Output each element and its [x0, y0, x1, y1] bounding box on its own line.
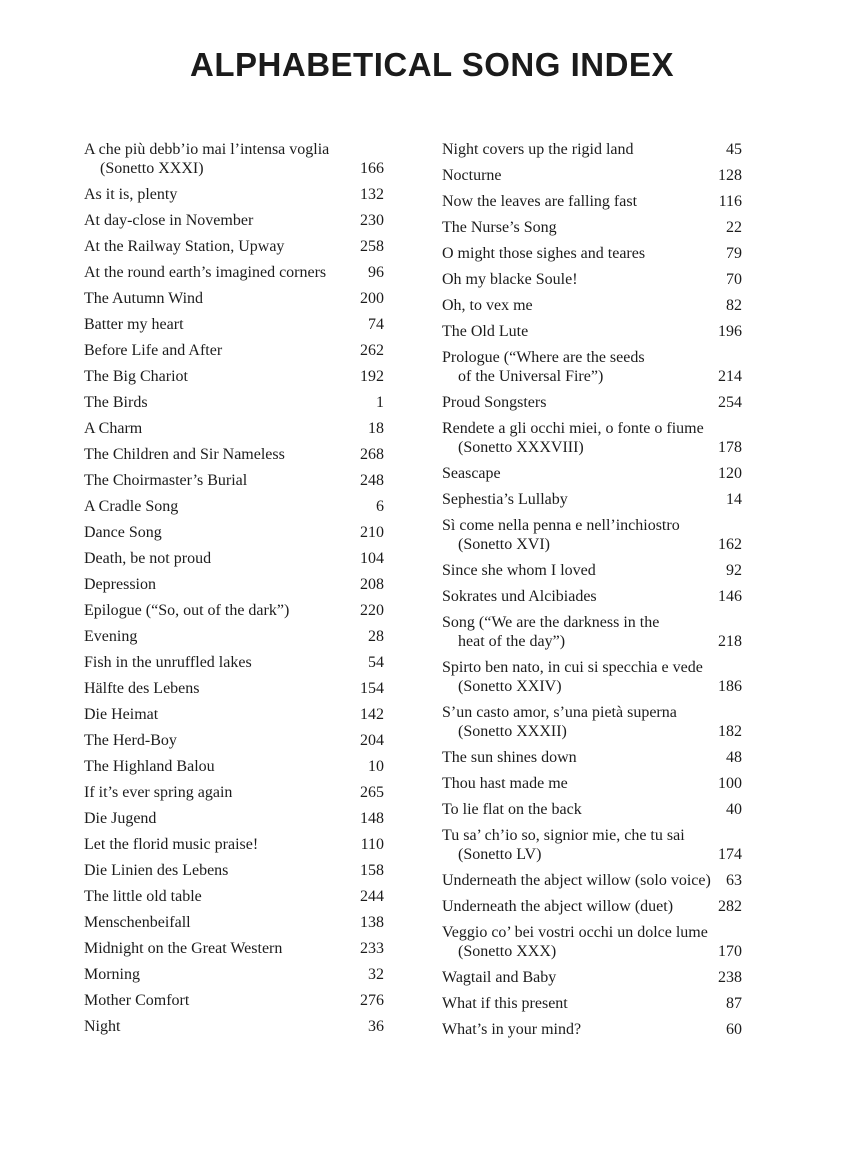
song-title-line: The Herd-Boy — [84, 732, 177, 749]
song-title-line: Depression — [84, 576, 156, 593]
song-title-line: Die Heimat — [84, 706, 159, 723]
index-entry — [84, 523, 384, 542]
index-column-left — [84, 140, 384, 1043]
index-entry — [442, 561, 742, 580]
song-title — [442, 218, 718, 237]
song-title-line: Nocturne — [442, 167, 502, 184]
page-number: 54 — [368, 654, 384, 671]
index-entry — [84, 549, 384, 568]
index-entry — [442, 613, 742, 651]
index-entry — [84, 263, 384, 282]
index-entry — [84, 991, 384, 1010]
page-number: 166 — [360, 160, 384, 177]
index-entry — [442, 464, 742, 483]
song-title-line: A che più debb’io mai l’intensa voglia — [84, 141, 330, 158]
song-title-continuation: (Sonetto LV) — [458, 846, 542, 863]
song-title-line: Sephestia’s Lullaby — [442, 491, 568, 508]
index-entry — [442, 218, 742, 237]
song-title — [442, 994, 718, 1013]
song-title-continuation: (Sonetto XXXII) — [458, 723, 567, 740]
page-number: 220 — [360, 602, 384, 619]
index-entry — [442, 871, 742, 890]
index-entry — [442, 516, 742, 554]
index-entry — [84, 237, 384, 256]
page-number: 116 — [718, 193, 742, 210]
page-number: 45 — [726, 141, 742, 158]
page-number: 48 — [726, 749, 742, 766]
index-entry — [84, 341, 384, 360]
song-title-line: The little old table — [84, 888, 202, 905]
song-title-line: Underneath the abject willow (solo voice) — [442, 872, 711, 889]
index-entry — [84, 887, 384, 906]
song-title-continuation: (Sonetto XXX) — [458, 943, 557, 960]
page-number: 200 — [360, 290, 384, 307]
index-entry — [442, 244, 742, 263]
index-entry — [84, 140, 384, 178]
index-entry — [84, 939, 384, 958]
index-entry — [84, 367, 384, 386]
song-title — [84, 965, 360, 984]
index-entry — [84, 757, 384, 776]
song-title-line: Night covers up the rigid land — [442, 141, 634, 158]
page-number: 178 — [718, 439, 742, 456]
index-entry — [84, 653, 384, 672]
song-title-line: Seascape — [442, 465, 501, 482]
song-title — [84, 419, 360, 438]
song-title-line: Midnight on the Great Western — [84, 940, 283, 957]
index-entry — [84, 627, 384, 646]
page-number: 230 — [360, 212, 384, 229]
song-title-line: Since she whom I loved — [442, 562, 596, 579]
page-number: 148 — [360, 810, 384, 827]
index-entry — [84, 471, 384, 490]
song-title-line: Song (“We are the darkness in the — [442, 614, 660, 631]
song-title-line: Sokrates und Alcibiades — [442, 588, 597, 605]
song-title-line: Rendete a gli occhi miei, o fonte o fiume — [442, 420, 704, 437]
page-number: 196 — [718, 323, 742, 340]
song-title — [442, 140, 718, 159]
song-title-continuation: (Sonetto XVI) — [458, 536, 550, 553]
song-title-line: Now the leaves are falling fast — [442, 193, 638, 210]
song-title-line: Mother Comfort — [84, 992, 190, 1009]
page-number: 79 — [726, 245, 742, 262]
index-entry — [84, 913, 384, 932]
page-number: 182 — [718, 723, 742, 740]
song-title-line: Epilogue (“So, out of the dark”) — [84, 602, 290, 619]
song-title — [442, 393, 710, 412]
song-title — [442, 748, 718, 767]
index-entry — [84, 783, 384, 802]
song-title-line: The sun shines down — [442, 749, 577, 766]
index-entry — [442, 166, 742, 185]
page-number: 262 — [360, 342, 384, 359]
song-title — [84, 679, 352, 698]
song-title-line: The Highland Balou — [84, 758, 215, 775]
song-title-line: What’s in your mind? — [442, 1021, 582, 1038]
page-number: 142 — [360, 706, 384, 723]
song-title-line: Thou hast made me — [442, 775, 568, 792]
page-number: 87 — [726, 995, 742, 1012]
page-number: 186 — [718, 678, 742, 695]
page-number: 258 — [360, 238, 384, 255]
page-number: 154 — [360, 680, 384, 697]
index-entry — [442, 968, 742, 987]
index-entry — [84, 315, 384, 334]
song-title — [84, 887, 352, 906]
song-title-line: A Cradle Song — [84, 498, 179, 515]
index-entry — [84, 211, 384, 230]
song-title — [84, 705, 352, 724]
index-entry — [442, 192, 742, 211]
page-number: 36 — [368, 1018, 384, 1035]
index-entry — [84, 965, 384, 984]
song-title-line: Fish in the unruffled lakes — [84, 654, 252, 671]
song-title — [84, 731, 352, 750]
index-entry — [84, 497, 384, 516]
page-number: 74 — [368, 316, 384, 333]
song-title — [84, 549, 352, 568]
index-entry — [442, 140, 742, 159]
song-title-line: Dance Song — [84, 524, 162, 541]
page-number: 128 — [718, 167, 742, 184]
index-entry — [84, 289, 384, 308]
index-entry — [442, 1020, 742, 1039]
song-title — [442, 419, 710, 457]
index-entry — [84, 575, 384, 594]
song-title — [84, 237, 352, 256]
page-number: 100 — [718, 775, 742, 792]
song-title-line: Oh my blacke Soule! — [442, 271, 578, 288]
song-title-line: To lie flat on the back — [442, 801, 582, 818]
song-title — [84, 497, 368, 516]
song-title-line: Evening — [84, 628, 138, 645]
index-entry — [442, 587, 742, 606]
index-entry — [84, 861, 384, 880]
index-entry — [84, 185, 384, 204]
song-title-line: The Children and Sir Nameless — [84, 446, 285, 463]
page-number: 254 — [718, 394, 742, 411]
song-title — [84, 835, 353, 854]
index-entry — [442, 270, 742, 289]
song-title — [84, 263, 360, 282]
index-entry — [84, 1017, 384, 1036]
page-number: 82 — [726, 297, 742, 314]
song-title — [442, 192, 711, 211]
song-title-line: S’un casto amor, s’una pietà superna — [442, 704, 677, 721]
page-number: 158 — [360, 862, 384, 879]
page-number: 96 — [368, 264, 384, 281]
song-title — [84, 471, 352, 490]
song-title-continuation: (Sonetto XXIV) — [458, 678, 562, 695]
page-number: 174 — [718, 846, 742, 863]
song-title — [84, 1017, 360, 1036]
song-title — [442, 587, 710, 606]
song-title-line: Hälfte des Lebens — [84, 680, 200, 697]
page-number: 104 — [360, 550, 384, 567]
song-title-line: The Autumn Wind — [84, 290, 204, 307]
index-entry — [84, 445, 384, 464]
song-title — [84, 367, 352, 386]
song-title — [84, 523, 352, 542]
song-title — [442, 774, 710, 793]
song-title — [84, 913, 352, 932]
page-number: 110 — [360, 836, 384, 853]
song-title — [442, 897, 710, 916]
song-title-line: Spirto ben nato, in cui si specchia e vede — [442, 659, 703, 676]
song-title-line: As it is, plenty — [84, 186, 178, 203]
song-title — [84, 211, 352, 230]
song-title — [84, 575, 352, 594]
song-title-line: If it’s ever spring again — [84, 784, 233, 801]
index-entry — [442, 490, 742, 509]
song-title — [84, 341, 352, 360]
song-title — [84, 991, 352, 1010]
song-title-continuation: (Sonetto XXXVIII) — [458, 439, 584, 456]
index-entry — [442, 774, 742, 793]
page-number: 208 — [360, 576, 384, 593]
song-title — [84, 140, 352, 178]
page-number: 192 — [360, 368, 384, 385]
page-number: 244 — [360, 888, 384, 905]
index-entry — [84, 601, 384, 620]
song-title-line: Prologue (“Where are the seeds — [442, 349, 645, 366]
song-title — [442, 322, 710, 341]
song-title-line: Before Life and After — [84, 342, 223, 359]
page-number: 28 — [368, 628, 384, 645]
song-title — [442, 348, 710, 386]
song-title-line: Night — [84, 1018, 121, 1035]
song-title-line: At day-close in November — [84, 212, 254, 229]
song-title — [84, 393, 368, 412]
song-title-line: Death, be not proud — [84, 550, 212, 567]
page-number: 170 — [718, 943, 742, 960]
index-entry — [442, 703, 742, 741]
song-title — [84, 601, 352, 620]
index-entry — [442, 994, 742, 1013]
song-title — [442, 871, 718, 890]
page-number: 18 — [368, 420, 384, 437]
song-title — [442, 923, 710, 961]
song-title-line: Morning — [84, 966, 140, 983]
song-title-line: Tu sa’ ch’io so, signior mie, che tu sai — [442, 827, 685, 844]
page-number: 146 — [718, 588, 742, 605]
song-title-line: The Big Chariot — [84, 368, 188, 385]
song-title — [442, 658, 710, 696]
song-title-continuation: (Sonetto XXXI) — [100, 160, 204, 177]
page-number: 138 — [360, 914, 384, 931]
index-entry — [84, 835, 384, 854]
page-number: 132 — [360, 186, 384, 203]
index-columns — [84, 140, 742, 1046]
page-number: 1 — [376, 394, 384, 411]
song-title-continuation: heat of the day”) — [458, 633, 566, 650]
page-number: 204 — [360, 732, 384, 749]
song-title — [442, 826, 710, 864]
page-number: 238 — [718, 969, 742, 986]
song-title-line: The Old Lute — [442, 323, 529, 340]
song-title-line: Underneath the abject willow (duet) — [442, 898, 674, 915]
song-title-line: Batter my heart — [84, 316, 184, 333]
song-title-line: Menschenbeifall — [84, 914, 191, 931]
page-number: 32 — [368, 966, 384, 983]
song-title — [442, 613, 710, 651]
page-number: 92 — [726, 562, 742, 579]
page-number: 63 — [726, 872, 742, 889]
page-number: 214 — [718, 368, 742, 385]
index-entry — [442, 296, 742, 315]
song-title-line: A Charm — [84, 420, 143, 437]
index-entry — [442, 897, 742, 916]
song-title — [84, 757, 360, 776]
page-number: 60 — [726, 1021, 742, 1038]
song-title-line: The Choirmaster’s Burial — [84, 472, 248, 489]
song-title-line: The Nurse’s Song — [442, 219, 557, 236]
song-title-line: Die Jugend — [84, 810, 157, 827]
song-title-line: Wagtail and Baby — [442, 969, 557, 986]
index-entry — [84, 705, 384, 724]
song-title-line: Oh, to vex me — [442, 297, 533, 314]
page-number: 162 — [718, 536, 742, 553]
song-title — [84, 445, 352, 464]
song-title — [442, 561, 718, 580]
page-number: 276 — [360, 992, 384, 1009]
page-number: 40 — [726, 801, 742, 818]
index-entry — [442, 800, 742, 819]
song-title — [442, 800, 718, 819]
page-number: 70 — [726, 271, 742, 288]
song-title — [442, 244, 718, 263]
song-title — [442, 703, 710, 741]
page-number: 14 — [726, 491, 742, 508]
song-title-line: At the round earth’s imagined corners — [84, 264, 327, 281]
song-title-line: The Birds — [84, 394, 148, 411]
song-title-line: Let the florid music praise! — [84, 836, 259, 853]
song-title-continuation: of the Universal Fire”) — [458, 368, 604, 385]
page-number: 265 — [360, 784, 384, 801]
song-title — [84, 861, 352, 880]
song-title — [442, 464, 710, 483]
index-entry — [84, 679, 384, 698]
index-entry — [442, 748, 742, 767]
song-title — [84, 783, 352, 802]
song-title-line: At the Railway Station, Upway — [84, 238, 285, 255]
song-title-line: Sì come nella penna e nell’inchiostro — [442, 517, 680, 534]
index-entry — [442, 826, 742, 864]
page-number: 6 — [376, 498, 384, 515]
index-entry — [442, 322, 742, 341]
song-title-line: O might those sighes and teares — [442, 245, 646, 262]
index-entry — [84, 393, 384, 412]
page-title: ALPHABETICAL SONG INDEX — [190, 46, 674, 83]
song-title-line: What if this present — [442, 995, 568, 1012]
page-number: 22 — [726, 219, 742, 236]
index-entry — [442, 658, 742, 696]
song-title — [442, 1020, 718, 1039]
index-column-right — [442, 140, 742, 1046]
page-number: 282 — [718, 898, 742, 915]
page-number: 10 — [368, 758, 384, 775]
song-title-line: Proud Songsters — [442, 394, 547, 411]
index-entry — [442, 393, 742, 412]
index-entry — [442, 348, 742, 386]
song-title — [442, 270, 718, 289]
song-title — [84, 315, 360, 334]
song-title — [84, 809, 352, 828]
index-entry — [84, 809, 384, 828]
page-number: 268 — [360, 446, 384, 463]
song-title — [84, 289, 352, 308]
song-title — [442, 166, 710, 185]
song-title — [84, 939, 352, 958]
song-title — [84, 627, 360, 646]
index-entry — [442, 419, 742, 457]
song-title-line: Veggio co’ bei vostri occhi un dolce lume — [442, 924, 708, 941]
index-entry — [84, 419, 384, 438]
index-entry — [84, 731, 384, 750]
song-title — [442, 296, 718, 315]
page-number: 120 — [718, 465, 742, 482]
song-title — [84, 185, 352, 204]
song-title-line: Die Linien des Lebens — [84, 862, 229, 879]
song-title — [84, 653, 360, 672]
page-number: 210 — [360, 524, 384, 541]
song-title — [442, 968, 710, 987]
page-number: 233 — [360, 940, 384, 957]
page-number: 248 — [360, 472, 384, 489]
song-title — [442, 490, 718, 509]
song-title — [442, 516, 710, 554]
index-entry — [442, 923, 742, 961]
page-number: 218 — [718, 633, 742, 650]
